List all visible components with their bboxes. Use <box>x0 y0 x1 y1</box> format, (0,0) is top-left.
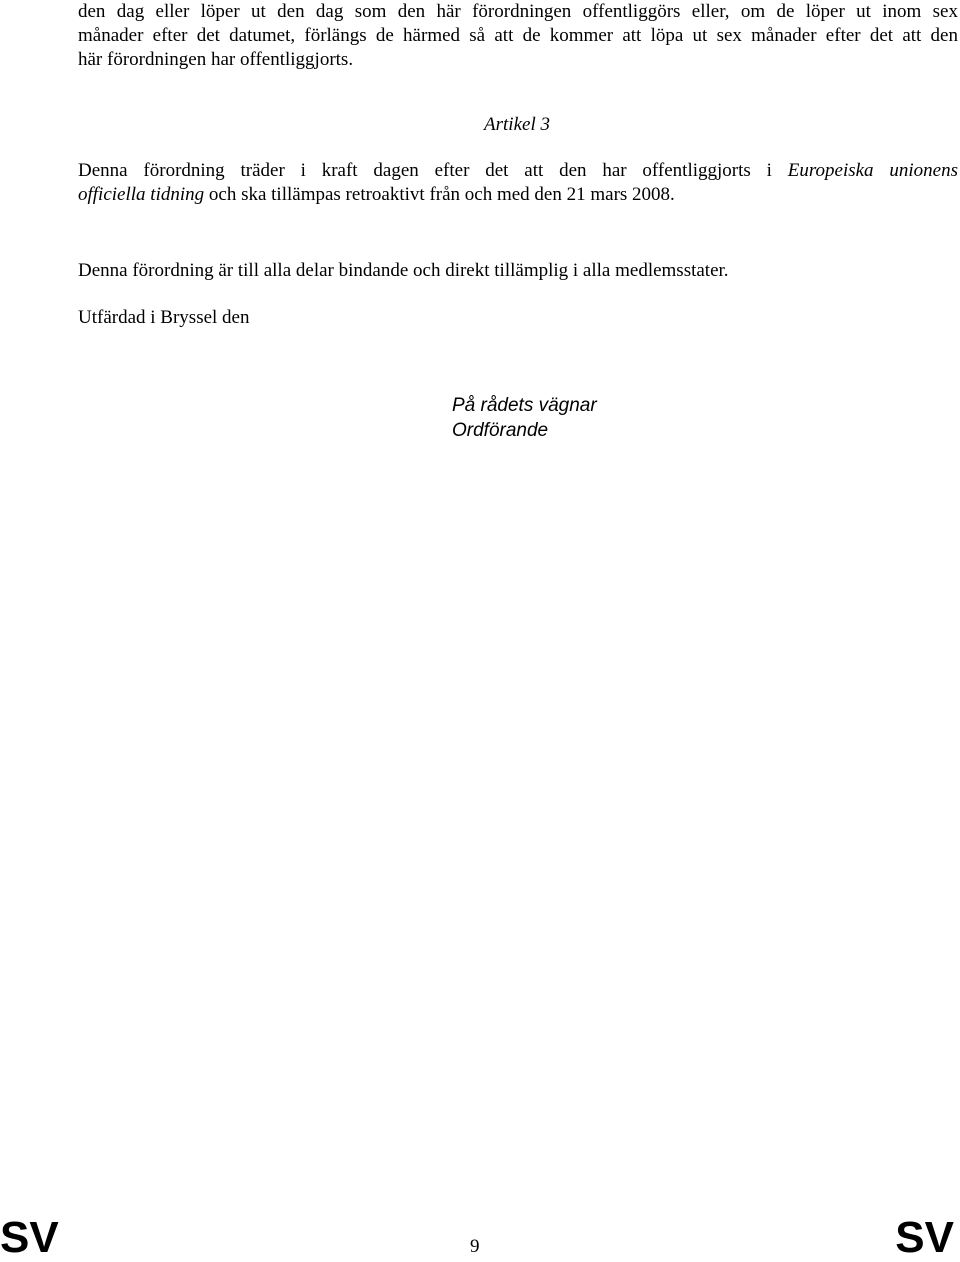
article-text: Denna förordning träder i kraft dagen efter det att den har offentliggjorts i <box>78 160 772 181</box>
article-paragraph <box>78 159 958 207</box>
page-number: 9 <box>470 1236 480 1257</box>
journal-title-part: Europeiska unionens <box>787 160 958 181</box>
place-line <box>78 306 958 330</box>
signature-line-1: På rådets vägnar <box>452 395 597 416</box>
binding-line: Denna förordning är till alla delar bindande och direkt tillämplig i alla medlemsstater. <box>78 260 729 281</box>
signature-line-2: Ordförande <box>452 420 549 441</box>
intro-line: månader efter det datumet, förlängs de härmed så att de kommer att löpa ut sex månader efter det att den <box>78 25 958 46</box>
intro-line: här förordningen har offentliggjorts. <box>78 49 354 70</box>
intro-line: den dag eller löper ut den dag som den här förordningen offentliggörs eller, om de löper ut inom sex <box>78 1 958 22</box>
place-text: Utfärdad i Bryssel den <box>78 307 250 328</box>
footer-language-right: SV <box>895 1213 954 1262</box>
article-text: och ska tillämpas retroaktivt från och med den 21 mars 2008. <box>208 184 675 205</box>
article-heading: Artikel 3 <box>484 114 550 135</box>
signature-block <box>452 393 597 443</box>
journal-title-part: officiella tidning <box>78 184 205 205</box>
binding-paragraph <box>78 259 958 283</box>
article-line-1 <box>78 159 958 183</box>
footer-language-left: SV <box>0 1213 59 1262</box>
article-line-2 <box>78 183 958 207</box>
intro-paragraph <box>78 0 958 72</box>
